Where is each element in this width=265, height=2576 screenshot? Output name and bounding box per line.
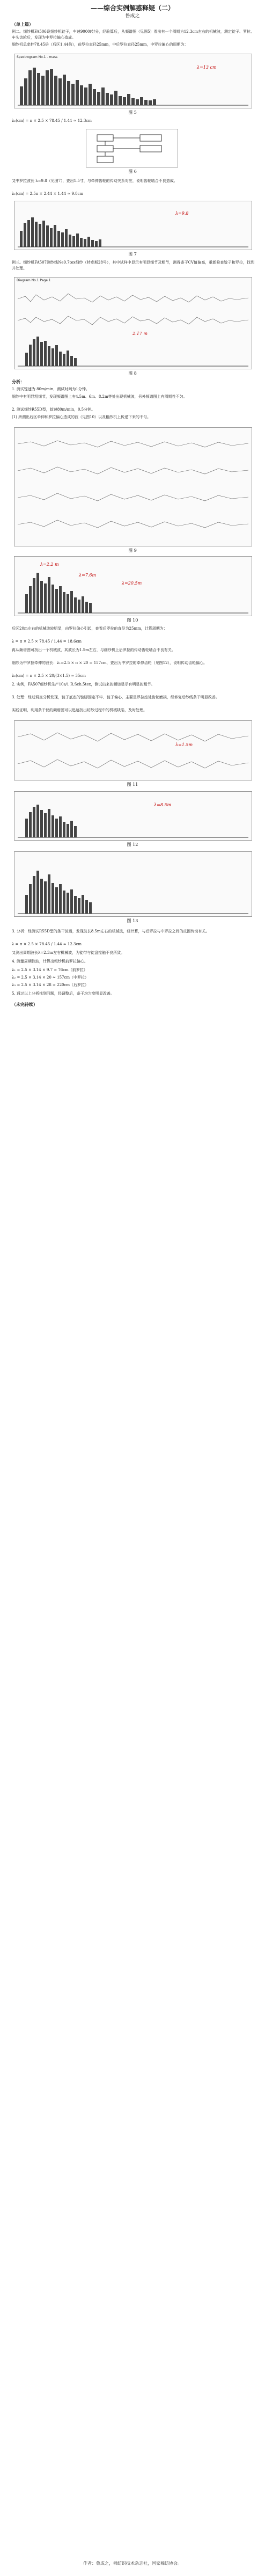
paragraph-1: 例二。细纱机FA506设细纱机锭子，车速9000转/分，经验算后，从频谱图（见图5）看出有一个周期为12.3cm左右的机械波，测定锭子、罗拉、车头齿轮后，发现为中罗拉偏心造成。 <box>12 30 254 40</box>
paragraph-13: 4. 测量周期性波，计算出粗纱机前罗拉偏心。 <box>12 959 88 964</box>
annotation-d: λ=2.2 m <box>40 562 59 567</box>
spectrogram-7-bars <box>14 201 252 250</box>
figure-5-spectrogram <box>14 54 252 108</box>
formula-2: λ₁(cm) = 2.5π × 2.44 × 1.44 ≈ 9.8cm <box>12 192 84 196</box>
paragraph-14: 5. 通过以上分析找到问题，经调整后，条干均匀度明显改善。 <box>12 991 114 996</box>
annotation-g: λ=1.5m <box>175 742 193 747</box>
paragraph-8: 2. 实例，FA507细纱机生产10s/1 R.Sch.5tex，测试出来的频谱显示有明显的粗节。 <box>12 682 155 687</box>
figure-13-spectrogram <box>14 851 252 917</box>
formula-5: λ = π × 2.5 × 78.45 / 1.44 ≈ 12.3cm <box>12 942 82 946</box>
figure-13-caption: 图 13 <box>127 918 138 923</box>
paragraph-1b: 细纱机总牵伸78.45倍（后区1.44倍），前罗拉直径25mm，中后罗拉直径25mm，中罗拉偏心的周期为： <box>12 42 188 47</box>
spectrogram-bars <box>14 54 252 108</box>
figure-11-caption: 图 11 <box>127 782 138 787</box>
evenness-diagram-9 <box>14 428 252 546</box>
spectrogram-12-bars <box>14 792 252 840</box>
document-author: 鲁成之 <box>125 13 140 19</box>
figure-9-caption: 图 9 <box>128 548 137 553</box>
page-footer: 作者：鲁成之，棉纺织技术杂志社，国家棉纺协会。 <box>83 2561 182 2566</box>
annotation-b: λ=9.8 <box>175 211 189 216</box>
figure-10-spectrogram <box>14 556 252 616</box>
figure-8-caption: 图 8 <box>128 371 137 376</box>
formula-7: λ₂ = 2.5 × 3.14 × 20 ≈ 157cm（中罗拉） <box>12 975 89 980</box>
figure-7-spectrogram <box>14 201 252 250</box>
part1-heading: （单上篇） <box>12 21 33 27</box>
figure-12-caption: 图 12 <box>127 842 138 847</box>
figure-8-diagram <box>14 277 252 369</box>
spectrogram-13-bars <box>14 852 252 916</box>
figure-12-spectrogram <box>14 791 252 841</box>
figure-5-caption: 图 5 <box>128 110 137 115</box>
paragraph-7: 细纱为中罗拉牵伸的波长：λ₁=2.5 × π × 20 = 157cm，查出为中罗拉的牵伸齿轮（见图12），说明传动齿轮偏心。 <box>12 661 208 665</box>
gear-diagram <box>86 129 178 167</box>
paragraph-2: 又中罗拉波长 λ=9.8（见图7），查出1.5寸，与牵伸齿轮的传动关系对应，说明齿轮啮合不良造成。 <box>12 179 178 183</box>
diagram-label: Diagram No.1 Page 1 <box>17 279 51 282</box>
formula-6: λ₁ = 2.5 × 3.14 × 9.7 ≈ 76cm（前罗拉） <box>12 968 87 972</box>
formula-4: λ₂(cm) = π × 2.5 × 20/(3×1.5) ≈ 35cm <box>12 674 86 678</box>
formula-8: λ₃ = 2.5 × 3.14 × 28 ≈ 220cm（后罗拉） <box>12 983 89 987</box>
paragraph-5: 后区20m左右的机械波较明显，由罗拉偏心引起，查看后罗拉的直径为25mm，计算周期为： <box>12 626 167 631</box>
figure-6-diagram <box>86 129 178 167</box>
paragraph-3: 例三。细纱机FA507测纱线Ne9.7tex细纱（特克斯28号），其中试样中显示有明显细节及粗节，测得条干CV值偏高，重新检查锭子和罗拉，找到并处理。 <box>12 260 254 271</box>
figure-9-diagram <box>14 427 252 546</box>
figure-11-diagram <box>14 720 252 780</box>
paragraph-11: 3. 分析：经测试R55D型的条干波谱，发现波长8.5m左右的机械波，经计算，与后罗拉与中罗拉之间的皮圈传动有关。 <box>12 929 210 933</box>
annotation-a: λ=13 cm <box>197 65 217 70</box>
document-title: ——综合实例解惑释疑（二） <box>90 4 174 12</box>
evenness-diagram <box>14 278 252 369</box>
figure-10-caption: 图 10 <box>127 618 138 623</box>
paragraph-6: 再从频谱图可找出一个机械波，其波长为1.5m左右，与细纱机上后罗拉的传动齿轮啮合不良有关。 <box>12 648 175 652</box>
paragraph-4a: 1. 测试锭速为 80m/min，测试时间为1分钟。 <box>12 387 90 391</box>
annotation-c: 2.17 m <box>132 331 148 336</box>
paragraph-4d: (1) 所测出后区牵伸和罗拉偏心造成的波（见图10）以及粗纱机上传递下来的不匀。 <box>12 415 151 419</box>
figure-7-caption: 图 7 <box>128 252 137 257</box>
paragraph-12: 又测出周期波长λ=2.3m左右机械波，为锭带与锭盘接触不良所致。 <box>12 951 125 955</box>
paragraph-4-title: 分析： <box>12 379 25 384</box>
part2-heading: （未完待续） <box>12 1002 38 1007</box>
formula-1: λ₂(cm) = π × 2.5 × 78.45 / 1.44 ≈ 12.3cm <box>12 119 92 123</box>
paragraph-10: 实践证明，利用条干仪的频谱图可以迅速找出纺纱过程中的机械缺陷，及时处理。 <box>12 708 147 712</box>
paragraph-9: 3. 处理：经过调查分析发现，锭子底座的锭脚固定不牢、锭子偏心，主要是罗拉座处齿轮磨损，经修复后纱线条干明显改善。 <box>12 695 219 699</box>
paragraph-4b: 细纱中有明显粗细节，发现频谱图上有4.5m、6m、8.2m等处出现机械波，另外频谱图上有周期性不匀。 <box>12 395 187 399</box>
annotation-e: λ=7.6m <box>79 573 97 578</box>
spectrogram-label: Spectrogram No.1 - mass <box>17 55 58 59</box>
annotation-f: λ=20.5m <box>122 581 142 586</box>
annotation-h: λ=8.5m <box>154 802 172 807</box>
evenness-diagram-11 <box>14 721 252 780</box>
formula-3: λ = π × 2.5 × 78.45 / 1.44 = 18.6cm <box>12 639 82 644</box>
paragraph-4c: 2. 测试细纱R55D型，锭速80m/min，0.5分钟。 <box>12 407 95 412</box>
figure-6-caption: 图 6 <box>128 169 137 174</box>
